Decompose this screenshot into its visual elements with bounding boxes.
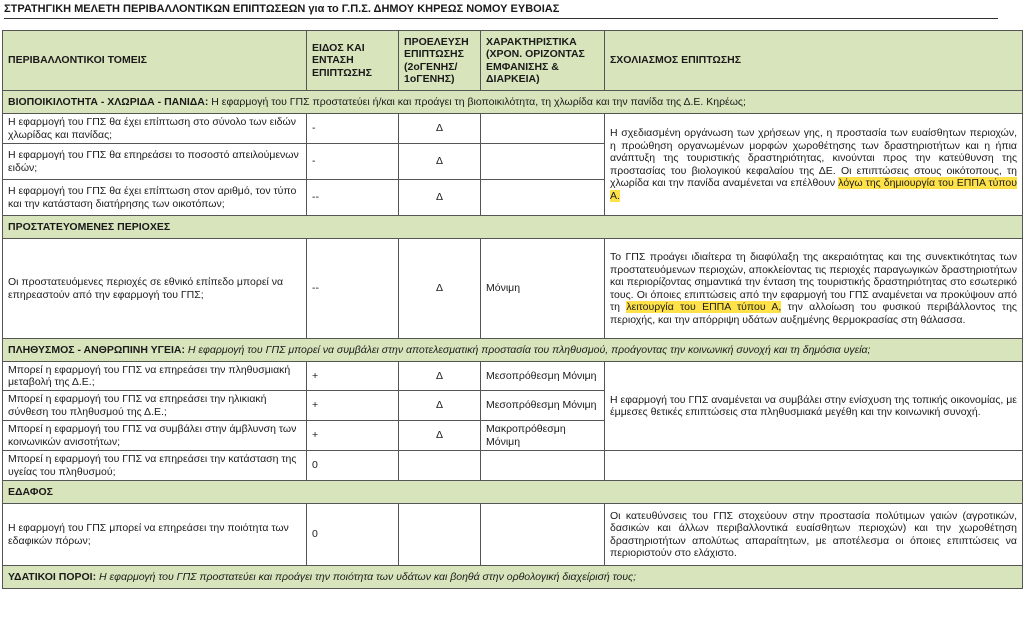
row-characteristics xyxy=(481,144,605,180)
comment-text: Η σχεδιασμένη οργάνωση των χρήσεων γης, η προστασία των ευαίσθητων περιοχών, η προώθηση οργανωμένων μορφών χωροθέτησης των δραστηριοτήτων και η ήπια ανάπτυξη της τουριστικής δραστηριότητας, κινούνται προς την κατεύθυνση της προστασίας του βιολογικού κεφαλαίου της ΔΕ. Οι επιπτώσεις στους οικότοπους, τη χλωρίδα και την πανίδα αναμένεται να επέλθουν xyxy=(610,127,1017,189)
header-characteristics: ΧΑΡΑΚΤΗΡΙΣΤΙΚΑ (ΧΡΟΝ. ΟΡΙΖΟΝΤΑΣ ΕΜΦΑΝΙΣΗΣ & ΔΙΑΡΚΕΙΑ) xyxy=(481,31,605,91)
row-characteristics: Μόνιμη xyxy=(481,239,605,339)
impacts-table xyxy=(2,30,1023,589)
row-question: Μπορεί η εφαρμογή του ΓΠΣ να επηρεάσει την ηλικιακή σύνθεση του πληθυσμού της Δ.Ε.; xyxy=(3,391,307,421)
comment-highlight: λόγω της δημιουργία του ΕΠΠΑ τύπου Α. xyxy=(610,177,1018,202)
row-origin xyxy=(399,504,481,566)
header-origin: ΠΡΟΕΛΕΥΣΗ ΕΠΙΠΤΩΣΗΣ (2οΓΕΝΗΣ/ 1οΓΕΝΗΣ) xyxy=(399,31,481,91)
row-question: Η εφαρμογή του ΓΠΣ θα επηρεάσει το ποσοστό απειλούμενων ειδών; xyxy=(3,144,307,180)
row-characteristics: Μεσοπρόθεσμη Μόνιμη xyxy=(481,391,605,421)
header-row xyxy=(3,31,1023,91)
row-origin: Δ xyxy=(399,180,481,216)
row-origin: Δ xyxy=(399,114,481,144)
header-comment: ΣΧΟΛΙΑΣΜΟΣ ΕΠΙΠΤΩΣΗΣ xyxy=(605,31,1023,91)
row-origin: Δ xyxy=(399,421,481,451)
row-origin xyxy=(399,451,481,481)
row-question: Μπορεί η εφαρμογή του ΓΠΣ να επηρεάσει την πληθυσμιακή μεταβολή της Δ.Ε.; xyxy=(3,362,307,391)
table-row xyxy=(3,239,1023,339)
header-type: ΕΙΔΟΣ ΚΑΙ ΕΝΤΑΣΗ ΕΠΙΠΤΩΣΗΣ xyxy=(307,31,399,91)
row-comment: Η εφαρμογή του ΓΠΣ αναμένεται να συμβάλει στην ενίσχυση της τοπικής οικονομίας, με έμμεσες θετικές επιπτώσεις στα πληθυσμιακά μεγέθη και την κοινωνική συνοχή. xyxy=(605,362,1023,451)
row-type: + xyxy=(307,391,399,421)
section-water-resources xyxy=(3,566,1023,589)
row-comment xyxy=(605,114,1023,216)
row-characteristics xyxy=(481,180,605,216)
row-type: 0 xyxy=(307,451,399,481)
comment-text-end: την αλλοίωση του φυσικού περιβάλλοντος της περιοχής, και την απόρριψη υδάτων αυξημένης θερμοκρασίας στη θάλασσα. xyxy=(610,301,1017,326)
row-characteristics: Μακροπρόθεσμη Μόνιμη xyxy=(481,421,605,451)
section-title: ΠΡΟΣΤΑΤΕΥΟΜΕΝΕΣ ΠΕΡΙΟΧΕΣ xyxy=(8,220,171,233)
row-question: Η εφαρμογή του ΓΠΣ θα έχει επίπτωση στο σύνολο των ειδών χλωρίδας και πανίδας; xyxy=(3,114,307,144)
row-comment-empty xyxy=(605,451,1023,481)
section-note: Η εφαρμογή του ΓΠΣ προστατεύει και προάγει την ποιότητα των υδάτων και βοηθά στην ορθολογική διαχείρισή τους; xyxy=(99,570,637,583)
row-question: Η εφαρμογή του ΓΠΣ θα έχει επίπτωση στον αριθμό, τον τύπο και την κατάσταση διατήρησης των οικοτόπων; xyxy=(3,180,307,216)
section-title: ΥΔΑΤΙΚΟΙ ΠΟΡΟΙ: xyxy=(8,570,97,583)
row-type: -- xyxy=(307,239,399,339)
row-origin: Δ xyxy=(399,362,481,391)
title-main: ΣΤΡΑΤΗΓΙΚΗ ΜΕΛΕΤΗ ΠΕΡΙΒΑΛΛΟΝΤΙΚΩΝ ΕΠΙΠΤΩΣΕΩΝ xyxy=(4,3,306,15)
table-row xyxy=(3,451,1023,481)
section-population-health xyxy=(3,339,1023,362)
section-note: Η εφαρμογή του ΓΠΣ μπορεί να συμβάλει στην αποτελεσματική προστασία του πληθυσμού, προάγοντας την κοινωνική συνοχή και τη δημόσια υγεία; xyxy=(187,343,871,356)
section-note: Η εφαρμογή του ΓΠΣ προστατεύει ή/και και προάγει τη βιοποικιλότητα, τη χλωρίδα και την πανίδα της Δ.Ε. Κηρέως; xyxy=(211,95,746,108)
row-characteristics: Μεσοπρόθεσμη Μόνιμη xyxy=(481,362,605,391)
table-row xyxy=(3,114,1023,144)
comment-highlight: λειτουργία του ΕΠΠΑ τύπου Α, xyxy=(626,301,782,313)
row-type: - xyxy=(307,114,399,144)
row-origin: Δ xyxy=(399,239,481,339)
section-biodiversity xyxy=(3,91,1023,114)
row-type: + xyxy=(307,421,399,451)
section-title: ΒΙΟΠΟΙΚΙΛΟΤΗΤΑ - ΧΛΩΡΙΔΑ - ΠΑΝΙΔΑ: xyxy=(8,95,209,108)
row-characteristics xyxy=(481,504,605,566)
section-title: ΠΛΗΘΥΣΜΟΣ - ΑΝΘΡΩΠΙΝΗ ΥΓΕΙΑ: xyxy=(8,343,185,356)
row-characteristics xyxy=(481,114,605,144)
row-question: Μπορεί η εφαρμογή του ΓΠΣ να συμβάλει στην άμβλυνση των κοινωνικών ανισοτήτων; xyxy=(3,421,307,451)
row-characteristics xyxy=(481,451,605,481)
row-question: Οι προστατευόμενες περιοχές σε εθνικό επίπεδο μπορεί να επηρεαστούν από την εφαρμογή του ΓΠΣ; xyxy=(3,239,307,339)
row-comment xyxy=(605,239,1023,339)
row-type: 0 xyxy=(307,504,399,566)
row-type: -- xyxy=(307,180,399,216)
section-title: ΕΔΑΦΟΣ xyxy=(8,485,53,498)
row-type: - xyxy=(307,144,399,180)
row-question: Μπορεί η εφαρμογή του ΓΠΣ να επηρεάσει την κατάσταση της υγείας του πληθυσμού; xyxy=(3,451,307,481)
comment-text: Το ΓΠΣ προάγει ιδιαίτερα τη διαφύλαξη της ακεραιότητας και της συνεκτικότητας των προστατευόμενων περιοχών, αποκλείοντας τις περιοχές παραγωγικών δραστηριοτήτων και περιορίζοντας σημαντικά την ένταση της τουριστικής δραστηριότητας στο εσωτερικό τους. Οι όποιες επιπτώσεις από την εφαρμογή του ΓΠΣ αναμένεται να προκύψουν από τη xyxy=(610,251,1017,313)
section-protected-areas xyxy=(3,216,1023,239)
row-question: Η εφαρμογή του ΓΠΣ μπορεί να επηρεάσει την ποιότητα των εδαφικών πόρων; xyxy=(3,504,307,566)
table-row xyxy=(3,362,1023,391)
row-type: + xyxy=(307,362,399,391)
table-row xyxy=(3,504,1023,566)
section-soil xyxy=(3,481,1023,504)
row-origin: Δ xyxy=(399,144,481,180)
title-sub: για το Γ.Π.Σ. ΔΗΜΟΥ ΚΗΡΕΩΣ ΝΟΜΟΥ ΕΥΒΟΙΑΣ xyxy=(308,3,560,15)
document-title xyxy=(4,3,998,19)
header-sector: ΠΕΡΙΒΑΛΛΟΝΤΙΚΟΙ ΤΟΜΕΙΣ xyxy=(3,31,307,91)
row-origin: Δ xyxy=(399,391,481,421)
row-comment: Οι κατευθύνσεις του ΓΠΣ στοχεύουν στην προστασία πολύτιμων γαιών (αγροτικών, δασικών και άλλων περιβαλλοντικά ευαίσθητων περιοχών) και την χωροθέτηση δραστηριοτήτων απολύτως απαραίτητων, με αποτέλεσμα οι όποιες επιπτώσεις να περιοριστούν στο ελάχιστο. xyxy=(605,504,1023,566)
